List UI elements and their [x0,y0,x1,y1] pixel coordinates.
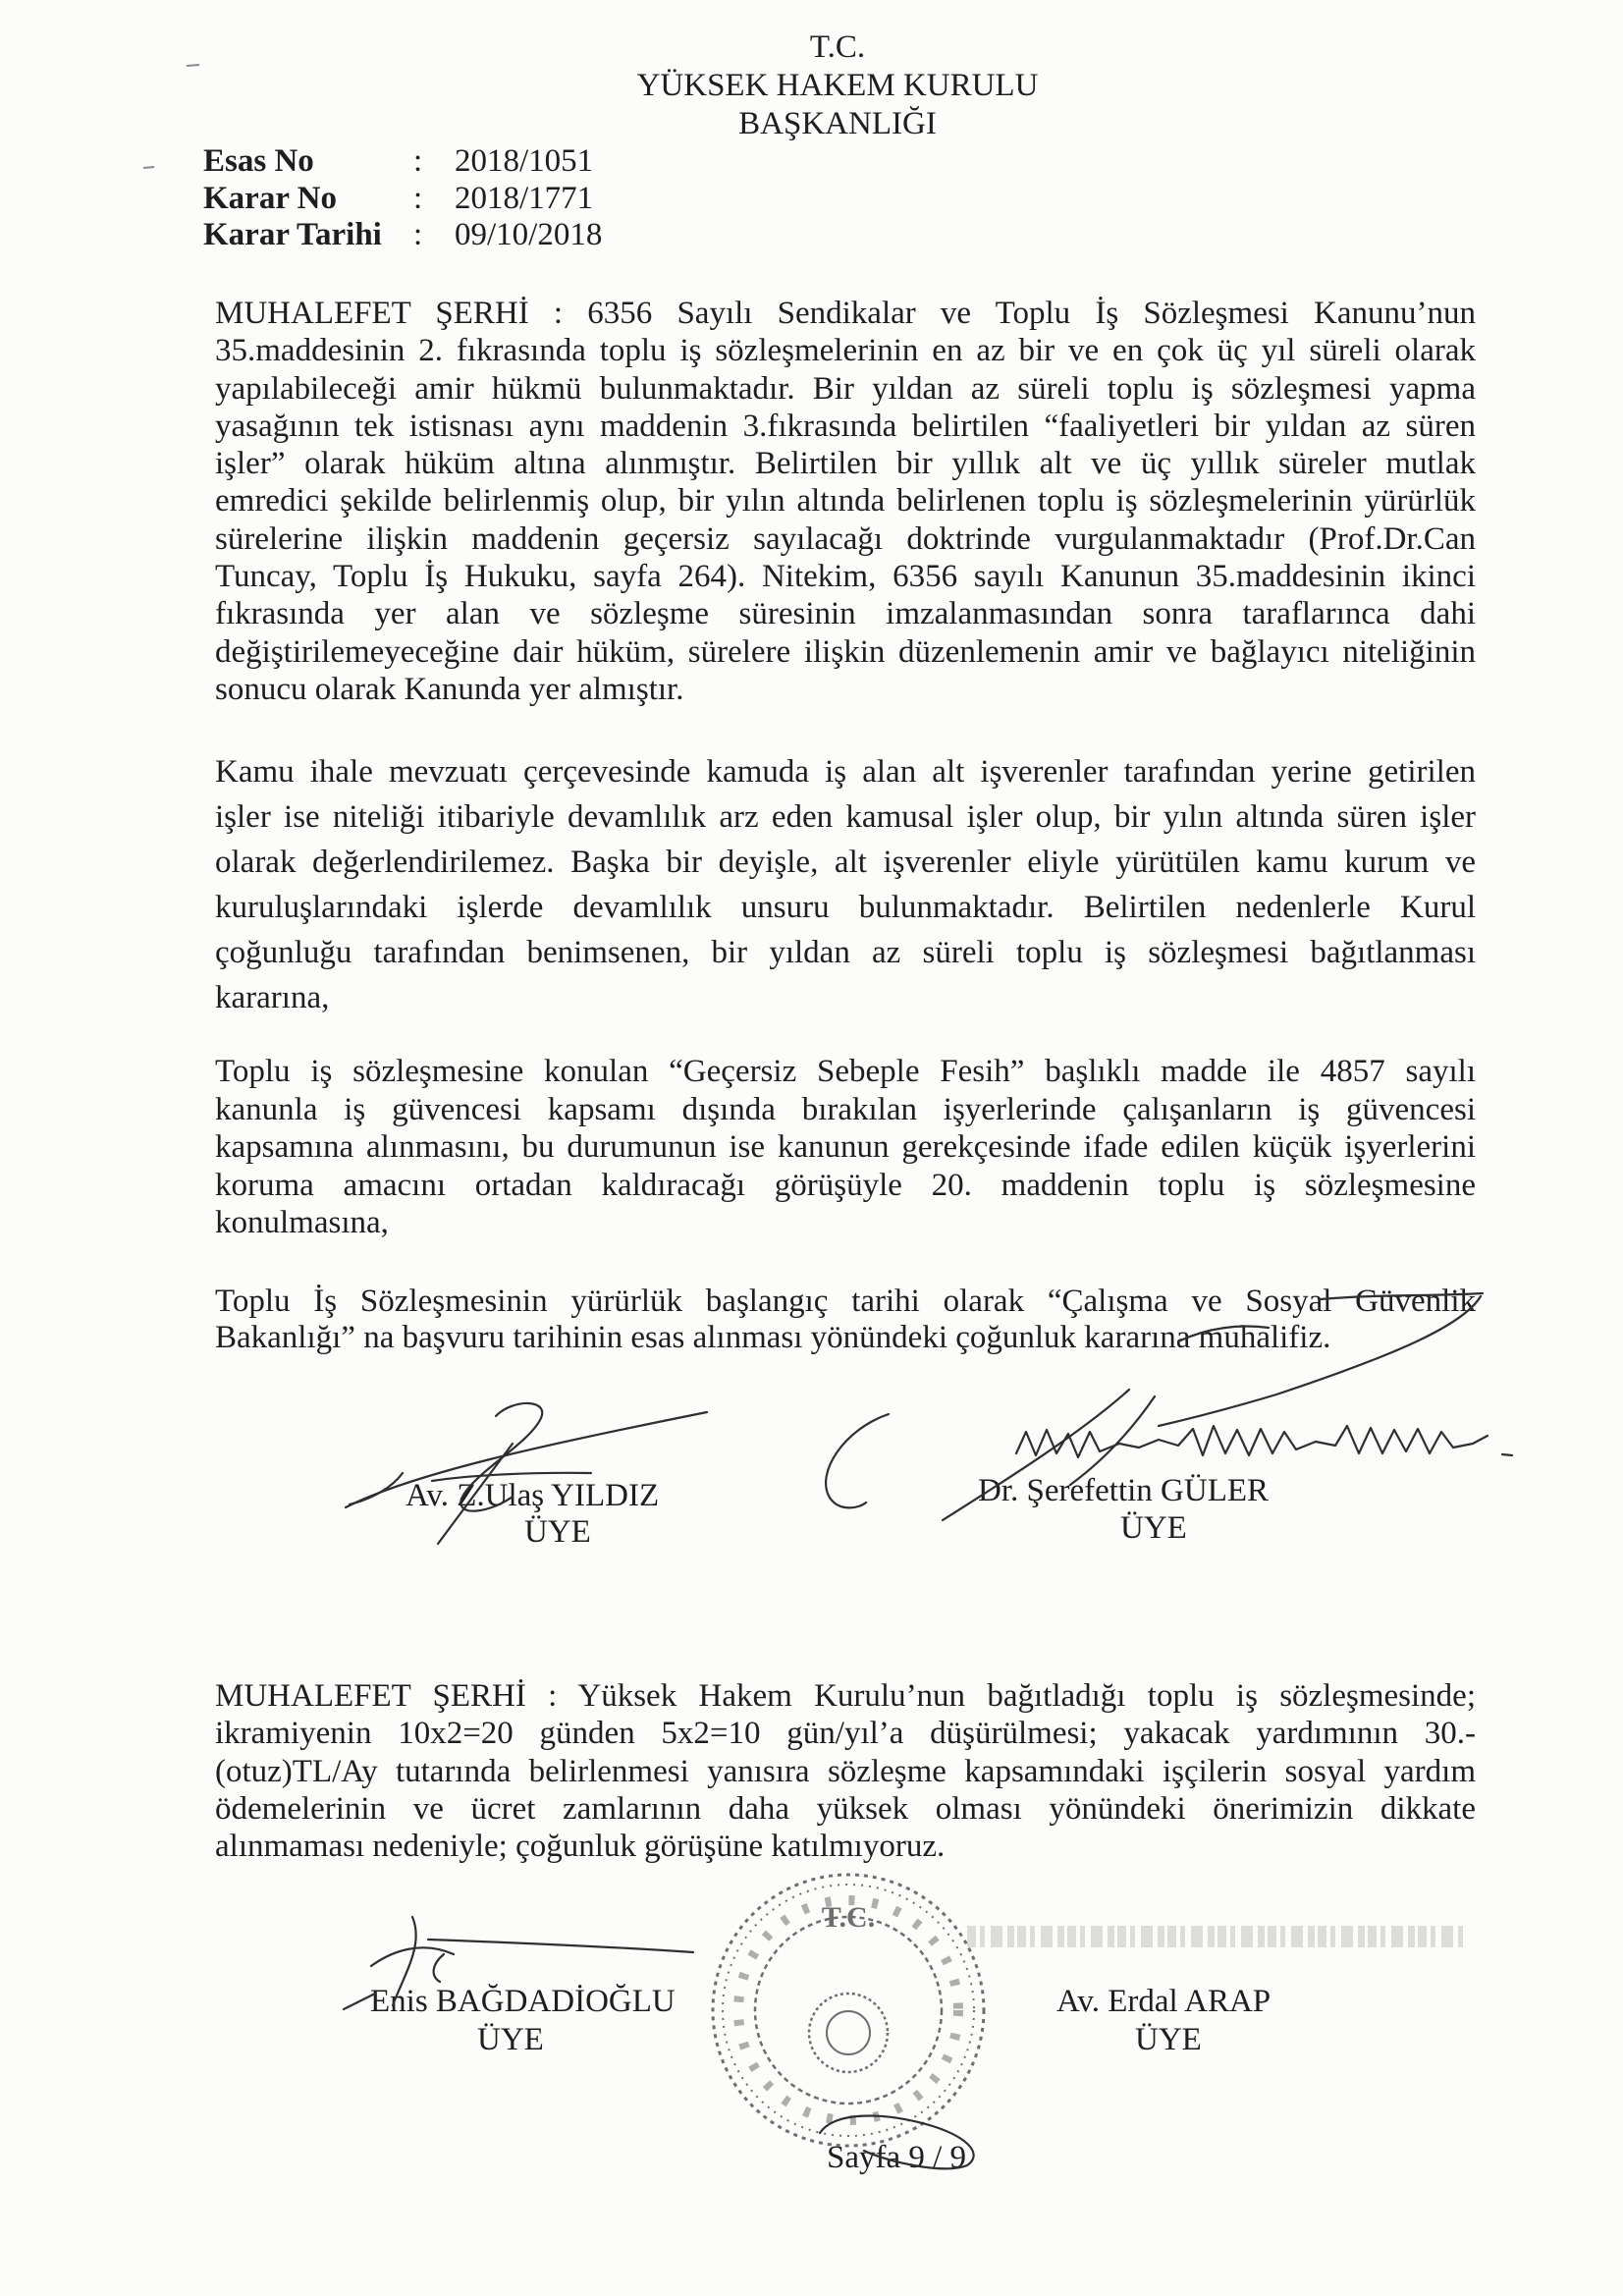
paragraph-line: kanunla iş güvencesi kapsamı dışında bırakılan işyerlerinde çalışanların iş güvencesi [215,1091,1476,1127]
case-info-value: 2018/1051 [455,143,594,179]
case-info-label: Karar No [203,180,337,216]
paragraph-line: çoğunluğu tarafından benimsenen, bir yıldan az süreli toplu iş sözleşmesi bağıtlanması [215,935,1476,970]
signatory-role: ÜYE [524,1514,591,1550]
paragraph-line: yasağının tek istisnası aynı maddenin 3.fıkrasında belirtilen “faaliyetleri bir yıldan az süren [215,408,1476,444]
paragraph-line: sonucu olarak Kanunda yer almıştır. [215,671,684,707]
signatory-role: ÜYE [1120,1510,1187,1546]
paragraph-line: Toplu İş Sözleşmesinin yürürlük başlangıç tarihi olarak “Çalışma ve Sosyal Güvenlik [215,1284,1476,1319]
header-institution: YÜKSEK HAKEM KURULU [636,68,1039,103]
signatory-name: Dr. Şerefettin GÜLER [978,1473,1270,1508]
signatory-name: Av. Erdal ARAP [1056,1984,1271,2019]
decision-date-row [203,217,694,254]
header-office: BAŞKANLIĞI [738,106,937,141]
paragraph-line: kapsamına alınmasını, bu durumunun ise kanunun gerekçesinde ifade edilen küçük işyerlerini [215,1129,1476,1166]
dissent-paragraph-3 [215,1053,1476,1242]
paragraph-line: kararına, [215,980,330,1015]
paragraph-line: ikramiyenin 10x2=20 günden 5x2=10 gün/yıl’a düşürülmesi; yakacak yardımının 30.- [215,1716,1476,1752]
paragraph-line: MUHALEFET ŞERHİ : Yüksek Hakem Kurulu’nun bağıtladığı toplu iş sözleşmesinde; [215,1678,1476,1714]
paragraph-line: koruma amacını ortadan kaldıracağı görüşüyle 20. maddenin toplu iş sözleşmesine [215,1167,1476,1203]
paragraph-line: Tuncay, Toplu İş Hukuku, sayfa 264). Nitekim, 6356 sayılı Kanunun 35.maddesinin ikinci [215,559,1476,595]
paragraph-line: (otuz)TL/Ay tutarında belirlenmesi yanısıra sözleşme kapsamındaki işçilerin sosyal yardım [215,1753,1476,1789]
case-info-value: 09/10/2018 [455,217,603,252]
decision-number-row [203,181,694,218]
dissent-paragraph-1 [215,295,1476,708]
page-number: Sayfa 9 / 9 [827,2140,967,2175]
signatory-name: Av. Z.Ulaş YILDIZ [406,1478,660,1513]
document-header [543,28,1132,143]
scan-marks [143,65,199,168]
official-seal [713,1875,984,2146]
paragraph-line: sürelerine ilişkin maddenin geçersiz sayılacağı doktrinde vurgulanmaktadır (Prof.Dr.Can [215,520,1476,557]
paragraph-line: işler ise niteliği itibariyle devamlılık arz eden kamusal işler olup, bir yılın altında süren işler [215,799,1476,835]
paragraph-line: Toplu iş sözleşmesine konulan “Geçersiz Sebeple Fesih” başlıklı madde ile 4857 sayılı [215,1054,1476,1089]
case-number-row [203,143,694,181]
seal-text: T.C. [821,1901,876,1934]
paragraph-line: MUHALEFET ŞERHİ : 6356 Sayılı Sendikalar ve Toplu İş Sözleşmesi Kanunu’nun [215,296,1476,331]
dissent-paragraph-2 [215,749,1476,1020]
dissent-paragraph-4 [215,1284,1476,1356]
case-info-separator: : [413,217,423,252]
dissent-paragraph-5 [215,1677,1476,1865]
paragraph-line: ödemelerinin ve ücret zamlarının daha yüksek olması yönündeki önerimizin dikkate [215,1790,1476,1827]
paragraph-line: yapılabileceği amir hükmü bulunmaktadır. Bir yıldan az süreli toplu iş sözleşmesi yapma [215,370,1476,407]
signatory-role: ÜYE [477,2022,544,2057]
paragraph-line: işler” olarak hüküm altına alınmıştır. Belirtilen bir yıllık alt ve üç yıllık süreler mutlak [215,446,1476,482]
paragraph-line: 35.maddesinin 2. fıkrasında toplu iş sözleşmelerinin en az bir ve en çok üç yıl süreli olarak [215,333,1476,369]
case-info-label: Esas No [203,143,314,179]
paragraph-line: olarak değerlendirilemez. Başka bir deyişle, alt işverenler eliyle yürütülen kamu kurum ve [215,845,1476,880]
signatory-role: ÜYE [1135,2022,1202,2057]
case-info-value: 2018/1771 [455,180,594,216]
case-info-separator: : [413,143,423,179]
paragraph-line: fıkrasında yer alan ve sözleşme süresinin imzalanmasından sonra taraflarınca dahi [215,596,1476,632]
case-info-label: Karar Tarihi [203,217,382,252]
paragraph-line: alınmaması nedeniyle; çoğunluk görüşüne katılmıyoruz. [215,1829,946,1865]
paragraph-line: kuruluşlarındaki işlerde devamlılık unsuru bulunmaktadır. Belirtilen nedenlerle Kurul [215,890,1476,925]
signatory-name: Enis BAĞDADİOĞLU [370,1984,676,2019]
header-country: T.C. [809,29,866,65]
paragraph-line: Bakanlığı” na başvuru tarihinin esas alınması yönündeki çoğunluk kararına muhalifiz. [215,1320,1331,1355]
paragraph-line: değiştirilemeyeceğine dair hüküm, sürelere ilişkin düzenlemenin amir ve bağlayıcı niteliğinin [215,633,1476,670]
case-info-separator: : [413,180,423,216]
paragraph-line: Kamu ihale mevzuatı çerçevesinde kamuda iş alan alt işverenler tarafından yerine getirilen [215,754,1476,790]
paragraph-line: konulmasına, [215,1205,389,1241]
paragraph-line: emredici şekilde belirlenmiş olup, bir yılın altında belirlenen toplu iş sözleşmelerinin yürürlük [215,483,1476,519]
